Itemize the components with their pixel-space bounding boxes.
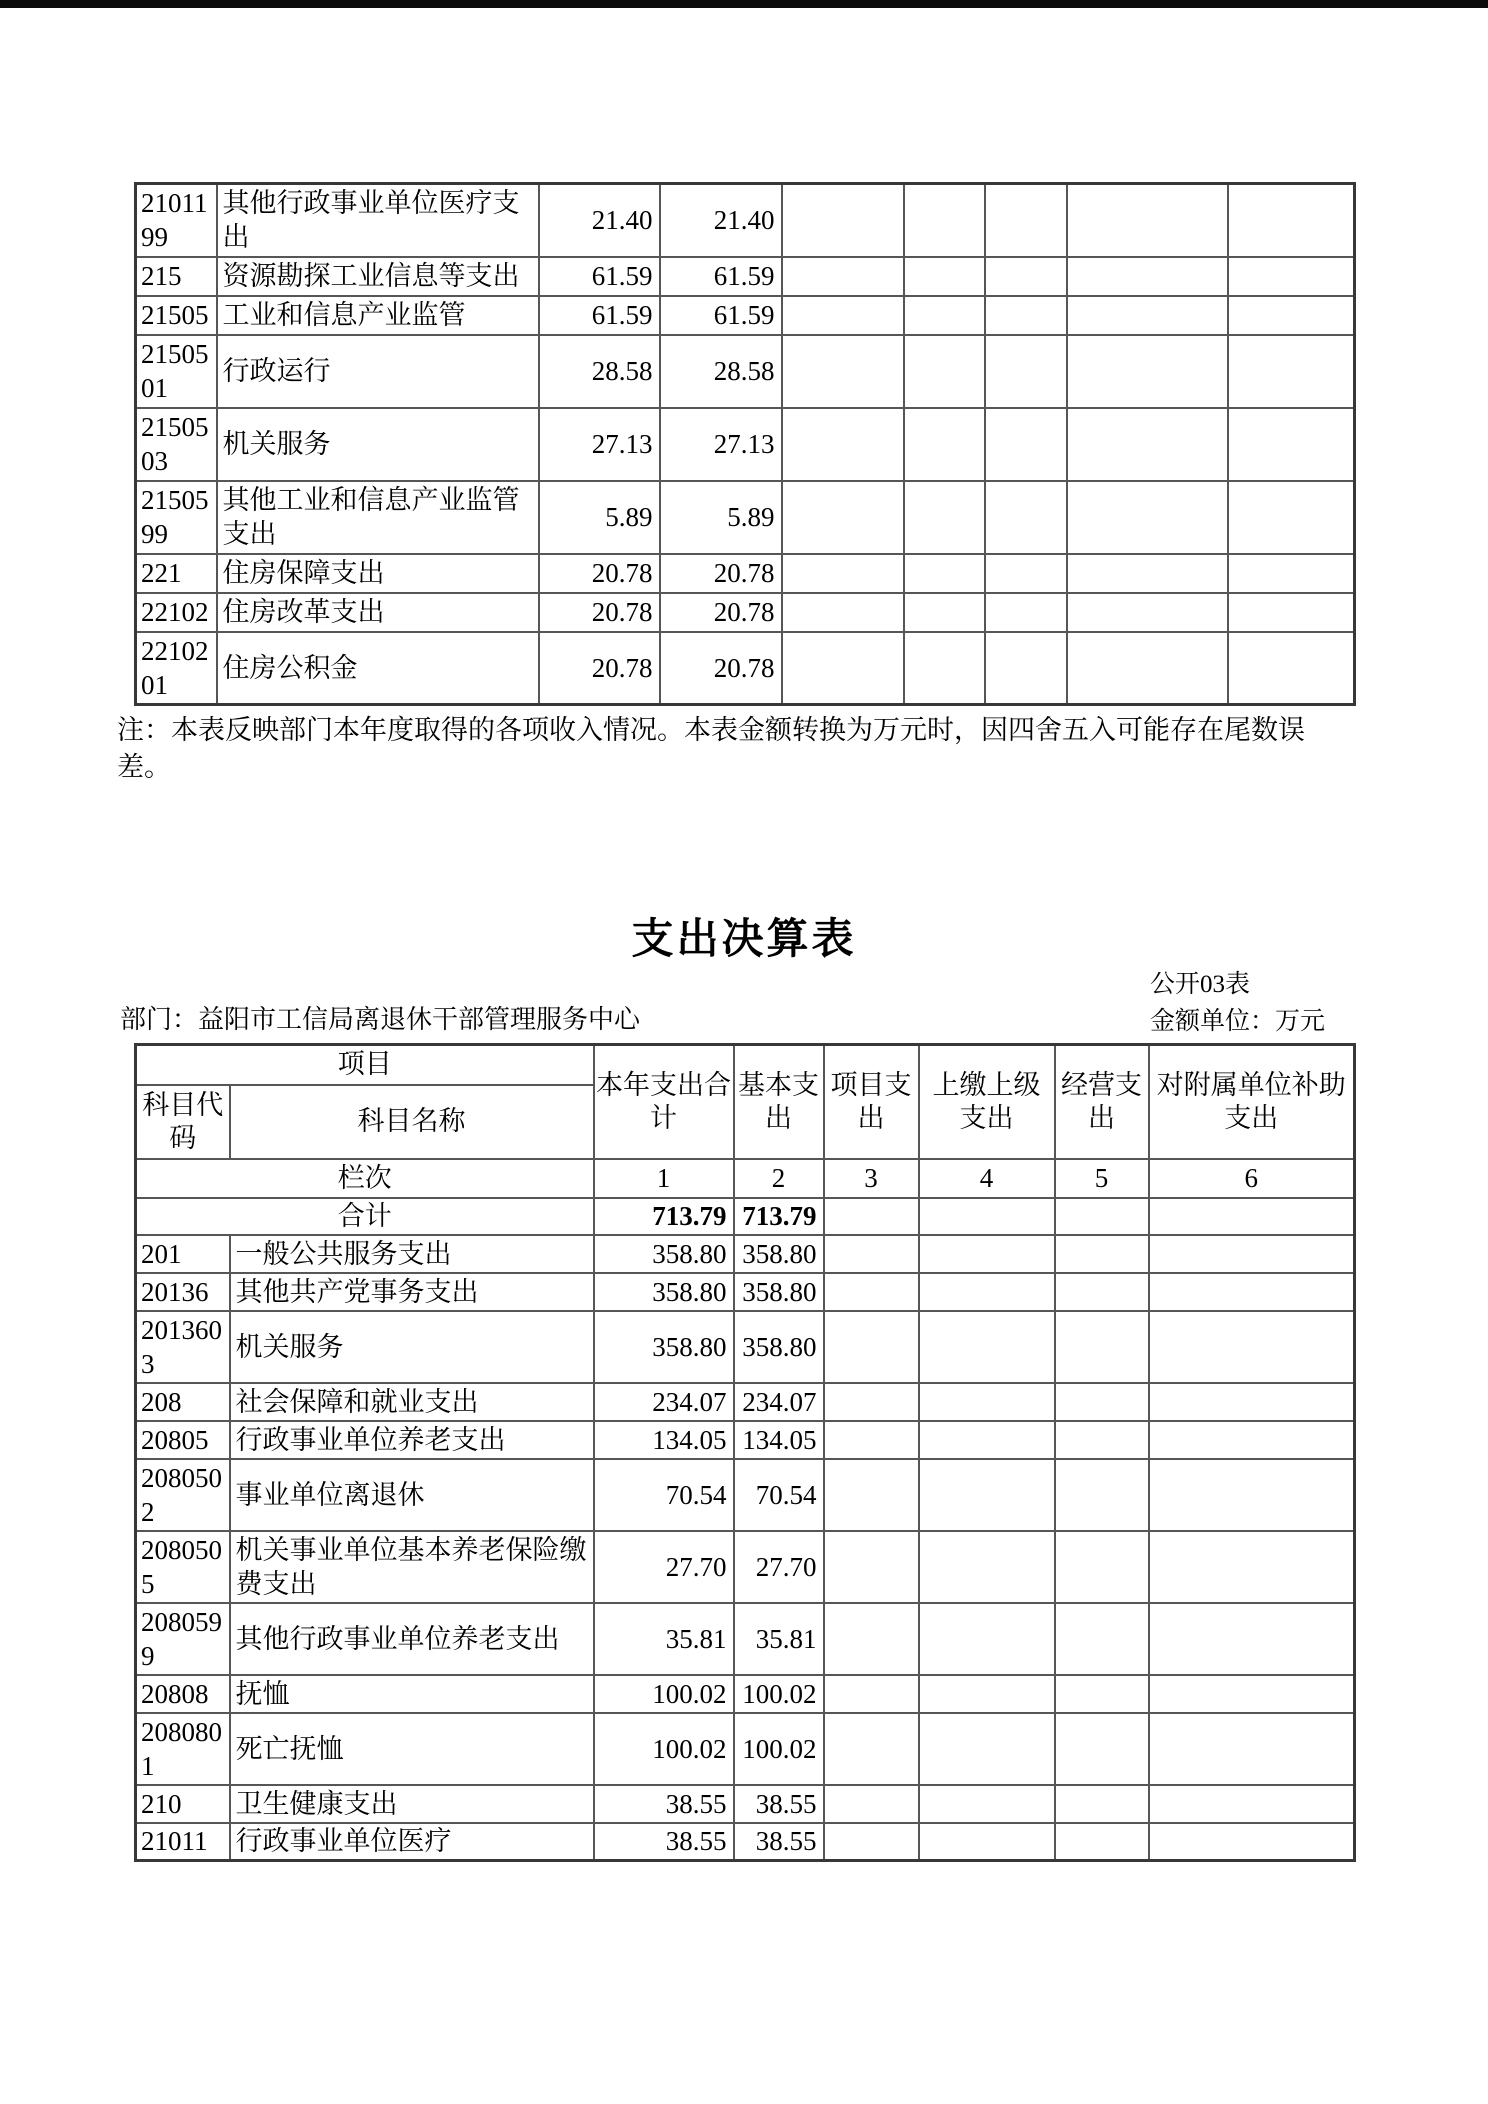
- empty-cell: [919, 1531, 1055, 1603]
- subject-name-cell: 行政事业单位医疗: [230, 1823, 594, 1861]
- table-row: [136, 1421, 1355, 1459]
- empty-cell: [824, 1603, 919, 1675]
- empty-cell: [1228, 184, 1355, 257]
- subject-code-cell: 21011: [136, 1823, 230, 1861]
- subject-code-cell: 2210201: [136, 632, 217, 705]
- subject-name-cell: 机关事业单位基本养老保险缴费支出: [230, 1531, 594, 1603]
- amount-cell: 20.78: [539, 593, 660, 632]
- empty-cell: [782, 554, 904, 593]
- empty-cell: [919, 1675, 1055, 1713]
- subject-code-cell: 2150503: [136, 408, 217, 481]
- subject-code-cell: 2101199: [136, 184, 217, 257]
- empty-cell: [1149, 1785, 1355, 1823]
- empty-cell: [1228, 593, 1355, 632]
- subject-code-header: 科目代码: [136, 1085, 230, 1159]
- subject-code-cell: 215: [136, 257, 217, 296]
- subject-name-cell: 其他行政事业单位养老支出: [230, 1603, 594, 1675]
- empty-cell: [782, 335, 904, 408]
- empty-cell: [824, 1675, 919, 1713]
- amount-cell: 358.80: [594, 1235, 734, 1273]
- empty-cell: [1149, 1531, 1355, 1603]
- table-row: [136, 632, 1355, 705]
- empty-cell: [985, 481, 1067, 554]
- empty-cell: [904, 184, 985, 257]
- expenditure-table: [134, 1043, 1356, 1862]
- empty-cell: [1067, 296, 1228, 335]
- subject-code-cell: 2080505: [136, 1531, 230, 1603]
- empty-cell: [1149, 1273, 1355, 1311]
- empty-cell: [919, 1235, 1055, 1273]
- empty-cell: [919, 1785, 1055, 1823]
- empty-cell: [1055, 1823, 1149, 1861]
- table-row: [136, 593, 1355, 632]
- income-table-note: [117, 712, 1377, 786]
- amount-cell: 100.02: [594, 1675, 734, 1713]
- subject-name-cell: 卫生健康支出: [230, 1785, 594, 1823]
- empty-cell: [904, 632, 985, 705]
- empty-cell: [919, 1383, 1055, 1421]
- amount-cell: 20.78: [539, 632, 660, 705]
- subject-code-cell: 2080801: [136, 1713, 230, 1785]
- rank-number-cell: 1: [594, 1159, 734, 1198]
- empty-cell: [1149, 1459, 1355, 1531]
- empty-cell: [824, 1311, 919, 1383]
- subject-name-cell: 一般公共服务支出: [230, 1235, 594, 1273]
- empty-cell: [1228, 408, 1355, 481]
- subject-name-cell: 工业和信息产业监管: [217, 296, 539, 335]
- subject-name-header: 科目名称: [230, 1085, 594, 1159]
- subject-name-cell: 行政运行: [217, 335, 539, 408]
- empty-cell: [1055, 1198, 1149, 1235]
- subject-name-cell: 其他行政事业单位医疗支出: [217, 184, 539, 257]
- empty-cell: [1067, 481, 1228, 554]
- rank-row: [136, 1159, 1355, 1198]
- table-code-label: 公开03表: [1150, 971, 1251, 998]
- table-row: [136, 408, 1355, 481]
- subject-code-cell: 210: [136, 1785, 230, 1823]
- total-amount-cell: 713.79: [734, 1198, 824, 1235]
- empty-cell: [1149, 1823, 1355, 1861]
- table-row: [136, 1311, 1355, 1383]
- empty-cell: [1228, 481, 1355, 554]
- subject-code-cell: 208: [136, 1383, 230, 1421]
- amount-cell: 100.02: [594, 1713, 734, 1785]
- empty-cell: [824, 1713, 919, 1785]
- empty-cell: [1149, 1311, 1355, 1383]
- subject-code-cell: 201: [136, 1235, 230, 1273]
- subject-code-cell: 2150599: [136, 481, 217, 554]
- amount-cell: 27.13: [660, 408, 782, 481]
- amount-cell: 38.55: [594, 1785, 734, 1823]
- rank-number-cell: 2: [734, 1159, 824, 1198]
- amount-cell: 61.59: [539, 257, 660, 296]
- table-row: [136, 1531, 1355, 1603]
- empty-cell: [1228, 296, 1355, 335]
- empty-cell: [1055, 1273, 1149, 1311]
- empty-cell: [782, 481, 904, 554]
- subject-name-cell: 住房保障支出: [217, 554, 539, 593]
- empty-cell: [904, 481, 985, 554]
- empty-cell: [904, 296, 985, 335]
- table-row: [136, 335, 1355, 408]
- total-row: [136, 1198, 1355, 1235]
- empty-cell: [1055, 1785, 1149, 1823]
- empty-cell: [824, 1421, 919, 1459]
- empty-cell: [1149, 1421, 1355, 1459]
- amount-cell: 358.80: [594, 1273, 734, 1311]
- amount-cell: 234.07: [734, 1383, 824, 1421]
- subject-code-cell: 2150501: [136, 335, 217, 408]
- page-title: 支出决算表: [631, 917, 857, 963]
- empty-cell: [919, 1273, 1055, 1311]
- empty-cell: [919, 1421, 1055, 1459]
- amount-cell: 70.54: [594, 1459, 734, 1531]
- table-row: [136, 184, 1355, 257]
- empty-cell: [1149, 1198, 1355, 1235]
- note-line-1: 注：本表反映部门本年度取得的各项收入情况。本表金额转换为万元时，因四舍五入可能存在尾数误: [117, 715, 1305, 745]
- empty-cell: [1055, 1675, 1149, 1713]
- subject-name-cell: 资源勘探工业信息等支出: [217, 257, 539, 296]
- table-row: [136, 1603, 1355, 1675]
- empty-cell: [985, 632, 1067, 705]
- income-table-wrapper: [134, 182, 1356, 706]
- amount-cell: 20.78: [660, 632, 782, 705]
- subject-name-cell: 社会保障和就业支出: [230, 1383, 594, 1421]
- table-row: [136, 1713, 1355, 1785]
- empty-cell: [1055, 1603, 1149, 1675]
- amount-cell: 61.59: [660, 296, 782, 335]
- amount-cell: 5.89: [539, 481, 660, 554]
- empty-cell: [919, 1823, 1055, 1861]
- empty-cell: [1055, 1383, 1149, 1421]
- amount-cell: 134.05: [594, 1421, 734, 1459]
- amount-cell: 38.55: [734, 1785, 824, 1823]
- subject-name-cell: 事业单位离退休: [230, 1459, 594, 1531]
- project-header-cell: 项目: [136, 1045, 594, 1085]
- subject-name-cell: 死亡抚恤: [230, 1713, 594, 1785]
- table-row: [136, 1235, 1355, 1273]
- income-table: [134, 182, 1356, 706]
- subject-name-cell: 其他共产党事务支出: [230, 1273, 594, 1311]
- subject-code-cell: 221: [136, 554, 217, 593]
- amount-cell: 234.07: [594, 1383, 734, 1421]
- empty-cell: [985, 184, 1067, 257]
- empty-cell: [1149, 1235, 1355, 1273]
- empty-cell: [904, 257, 985, 296]
- amount-cell: 28.58: [539, 335, 660, 408]
- amount-cell: 100.02: [734, 1675, 824, 1713]
- amount-cell: 100.02: [734, 1713, 824, 1785]
- empty-cell: [904, 593, 985, 632]
- empty-cell: [1067, 593, 1228, 632]
- empty-cell: [919, 1459, 1055, 1531]
- empty-cell: [1067, 335, 1228, 408]
- empty-cell: [824, 1273, 919, 1311]
- rank-number-cell: 4: [919, 1159, 1055, 1198]
- amount-cell: 35.81: [734, 1603, 824, 1675]
- table-row: [136, 1383, 1355, 1421]
- empty-cell: [1228, 335, 1355, 408]
- empty-cell: [824, 1198, 919, 1235]
- subject-name-cell: 其他工业和信息产业监管支出: [217, 481, 539, 554]
- subject-code-cell: 2013603: [136, 1311, 230, 1383]
- subject-name-cell: 行政事业单位养老支出: [230, 1421, 594, 1459]
- subject-name-cell: 抚恤: [230, 1675, 594, 1713]
- empty-cell: [1055, 1713, 1149, 1785]
- rank-label-cell: 栏次: [136, 1159, 594, 1198]
- expenditure-table-body: [136, 1045, 1355, 1861]
- amount-cell: 358.80: [734, 1273, 824, 1311]
- empty-cell: [824, 1459, 919, 1531]
- empty-cell: [985, 335, 1067, 408]
- empty-cell: [1067, 554, 1228, 593]
- empty-cell: [782, 296, 904, 335]
- subject-name-cell: 住房公积金: [217, 632, 539, 705]
- empty-cell: [1228, 257, 1355, 296]
- empty-cell: [824, 1531, 919, 1603]
- rank-number-cell: 6: [1149, 1159, 1355, 1198]
- table-row: [136, 481, 1355, 554]
- amount-cell: 134.05: [734, 1421, 824, 1459]
- subject-code-cell: 20805: [136, 1421, 230, 1459]
- empty-cell: [985, 554, 1067, 593]
- expenditure-table-wrapper: [134, 1043, 1356, 1862]
- table-row: [136, 1785, 1355, 1823]
- empty-cell: [904, 408, 985, 481]
- empty-cell: [782, 408, 904, 481]
- table-row: [136, 1459, 1355, 1531]
- rank-number-cell: 5: [1055, 1159, 1149, 1198]
- table-row: [136, 1823, 1355, 1861]
- amount-cell: 27.70: [594, 1531, 734, 1603]
- empty-cell: [1055, 1459, 1149, 1531]
- subject-code-cell: 2080502: [136, 1459, 230, 1531]
- amount-cell: 70.54: [734, 1459, 824, 1531]
- empty-cell: [1067, 632, 1228, 705]
- amount-cell: 21.40: [660, 184, 782, 257]
- amount-cell: 27.13: [539, 408, 660, 481]
- subject-code-cell: 22102: [136, 593, 217, 632]
- amount-cell: 358.80: [734, 1235, 824, 1273]
- total-label-cell: 合计: [136, 1198, 594, 1235]
- empty-cell: [985, 296, 1067, 335]
- amount-cell: 20.78: [660, 554, 782, 593]
- empty-cell: [1067, 257, 1228, 296]
- subject-code-cell: 20808: [136, 1675, 230, 1713]
- empty-cell: [904, 554, 985, 593]
- amount-cell: 61.59: [660, 257, 782, 296]
- empty-cell: [985, 593, 1067, 632]
- amount-cell: 61.59: [539, 296, 660, 335]
- column-header-project-exp: 项目支出: [824, 1045, 919, 1159]
- amount-cell: 5.89: [660, 481, 782, 554]
- empty-cell: [824, 1383, 919, 1421]
- column-header-total: 本年支出合计: [594, 1045, 734, 1159]
- empty-cell: [1067, 408, 1228, 481]
- amount-cell: 20.78: [539, 554, 660, 593]
- unit-label: 金额单位：万元: [1150, 1008, 1326, 1035]
- empty-cell: [904, 335, 985, 408]
- column-header-upper: 上缴上级支出: [919, 1045, 1055, 1159]
- table-row: [136, 1273, 1355, 1311]
- income-table-body: [136, 184, 1355, 705]
- amount-cell: 28.58: [660, 335, 782, 408]
- empty-cell: [782, 257, 904, 296]
- subject-code-cell: 21505: [136, 296, 217, 335]
- empty-cell: [782, 632, 904, 705]
- empty-cell: [1149, 1713, 1355, 1785]
- rank-number-cell: 3: [824, 1159, 919, 1198]
- note-line-2: 差。: [117, 752, 171, 782]
- amount-cell: 358.80: [594, 1311, 734, 1383]
- column-header-basic: 基本支出: [734, 1045, 824, 1159]
- amount-cell: 38.55: [734, 1823, 824, 1861]
- empty-cell: [824, 1235, 919, 1273]
- table-row: [136, 554, 1355, 593]
- empty-cell: [782, 593, 904, 632]
- subject-name-cell: 机关服务: [217, 408, 539, 481]
- empty-cell: [1149, 1603, 1355, 1675]
- scanned-page-top-edge: [0, 0, 1488, 8]
- empty-cell: [1228, 632, 1355, 705]
- empty-cell: [782, 184, 904, 257]
- empty-cell: [919, 1603, 1055, 1675]
- empty-cell: [919, 1713, 1055, 1785]
- table-row: [136, 1675, 1355, 1713]
- empty-cell: [919, 1198, 1055, 1235]
- empty-cell: [1055, 1311, 1149, 1383]
- table-row: [136, 257, 1355, 296]
- empty-cell: [1149, 1383, 1355, 1421]
- amount-cell: 38.55: [594, 1823, 734, 1861]
- empty-cell: [1055, 1235, 1149, 1273]
- subject-code-cell: 20136: [136, 1273, 230, 1311]
- department-label: 部门：益阳市工信局离退休干部管理服务中心: [120, 1005, 641, 1034]
- column-header-operating: 经营支出: [1055, 1045, 1149, 1159]
- total-amount-cell: 713.79: [594, 1198, 734, 1235]
- amount-cell: 358.80: [734, 1311, 824, 1383]
- empty-cell: [1149, 1675, 1355, 1713]
- empty-cell: [824, 1823, 919, 1861]
- empty-cell: [919, 1311, 1055, 1383]
- subject-name-cell: 住房改革支出: [217, 593, 539, 632]
- amount-cell: 20.78: [660, 593, 782, 632]
- empty-cell: [824, 1785, 919, 1823]
- subject-code-cell: 2080599: [136, 1603, 230, 1675]
- subject-name-cell: 机关服务: [230, 1311, 594, 1383]
- amount-cell: 35.81: [594, 1603, 734, 1675]
- amount-cell: 21.40: [539, 184, 660, 257]
- amount-cell: 27.70: [734, 1531, 824, 1603]
- empty-cell: [985, 408, 1067, 481]
- empty-cell: [1067, 184, 1228, 257]
- table-row: [136, 296, 1355, 335]
- empty-cell: [1055, 1421, 1149, 1459]
- empty-cell: [1055, 1531, 1149, 1603]
- empty-cell: [1228, 554, 1355, 593]
- empty-cell: [985, 257, 1067, 296]
- column-header-subsidy: 对附属单位补助支出: [1149, 1045, 1355, 1159]
- header-row-project: [136, 1045, 1355, 1085]
